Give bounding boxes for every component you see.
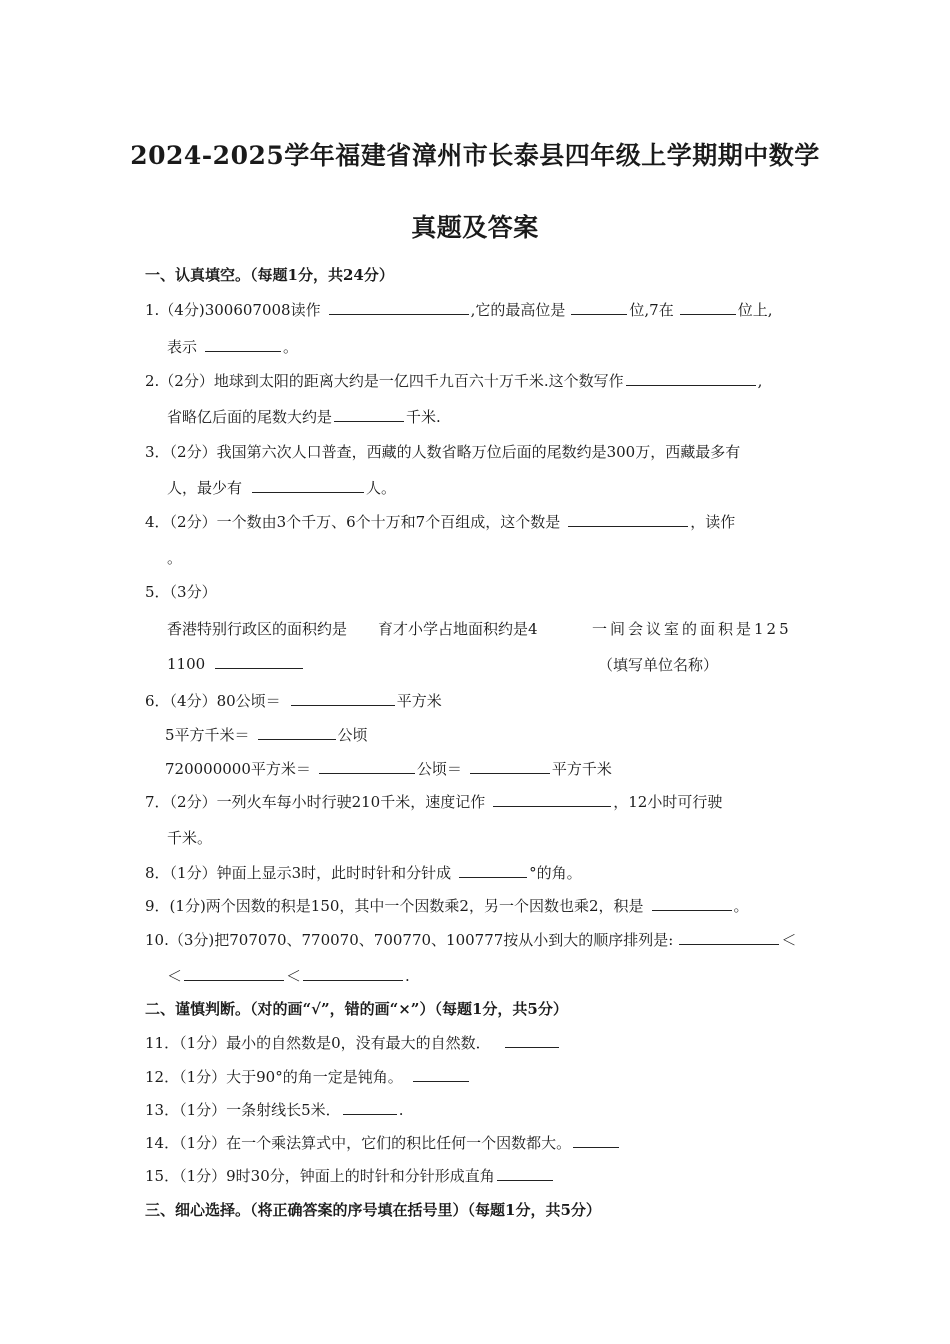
question-2: 2.（2分）地球到太阳的距离大约是一亿四千九百六十万千米.这个数写作 , <box>145 372 763 390</box>
answer-blank[interactable] <box>258 725 336 740</box>
question-6-line-2: 5平方千米＝ 公顷 <box>165 726 368 744</box>
answer-blank[interactable] <box>343 1100 397 1115</box>
question-4-cont: 。 <box>167 549 183 567</box>
answer-blank[interactable] <box>291 691 395 706</box>
question-1: 1.（4分)300607008读作 ,它的最高位是 位,7在 位上, <box>145 301 773 319</box>
answer-blank[interactable] <box>303 966 403 981</box>
answer-blank[interactable] <box>184 966 284 981</box>
question-7: 7．（2分）一列火车每小时行驶210千米，速度记作 ，12小时可行驶 <box>145 793 723 811</box>
question-5-col-2: 育才小学占地面积约是4 <box>378 620 538 638</box>
answer-blank[interactable] <box>652 896 732 911</box>
question-5: 5．（3分） <box>145 583 217 601</box>
answer-blank[interactable] <box>470 759 550 774</box>
question-12: 12．（1分）大于90°的角一定是钝角。 <box>145 1066 471 1087</box>
title-line-2: 真题及答案 <box>411 213 539 242</box>
question-8: 8．（1分）钟面上显示3时，此时时针和分针成 °的角。 <box>145 864 582 882</box>
answer-blank[interactable] <box>215 654 303 669</box>
answer-blank[interactable] <box>497 1166 553 1181</box>
question-14: 14．（1分）在一个乘法算式中，它们的积比任何一个因数都大。 <box>145 1132 621 1153</box>
question-5-note: （填写单位名称） <box>598 656 719 674</box>
question-7-cont: 千米。 <box>167 829 213 847</box>
answer-blank[interactable] <box>571 300 627 315</box>
answer-blank[interactable] <box>626 371 756 386</box>
question-10: 10.（3分)把707070、770070、700770、100777按从小到大的顺序排列是: ＜ <box>145 931 797 949</box>
question-11: 11．（1分）最小的自然数是0，没有最大的自然数． <box>145 1032 561 1053</box>
answer-blank[interactable] <box>334 407 404 422</box>
question-9: 9．(1分)两个因数的积是150，其中一个因数乘2，另一个因数也乘2，积是 。 <box>145 897 749 915</box>
answer-blank[interactable] <box>680 300 736 315</box>
answer-blank[interactable] <box>252 478 364 493</box>
question-3: 3．（2分）我国第六次人口普查，西藏的人数省略万位后面的尾数约是300万，西藏最多有 <box>145 443 741 461</box>
question-4: 4．（2分）一个数由3个千万、6个十万和7个百组成，这个数是 ，读作 <box>145 513 736 531</box>
question-1-cont: 表示 。 <box>167 338 299 356</box>
section-1-heading: 一、认真填空。（每题1分，共24分） <box>145 266 394 284</box>
question-2-cont: 省略亿后面的尾数大约是 千米. <box>167 408 441 426</box>
answer-blank[interactable] <box>459 863 527 878</box>
section-2-heading: 二、谨慎判断。（对的画“√”，错的画“×”）（每题1分，共5分） <box>145 1000 568 1018</box>
title-line-1: 2024-2025学年福建省漳州市长泰县四年级上学期期中数学 <box>130 141 820 170</box>
question-5-col-3: 一间会议室的面积是125 <box>592 620 792 638</box>
answer-blank[interactable] <box>573 1133 619 1148</box>
answer-blank[interactable] <box>505 1033 559 1048</box>
question-15: 15．（1分）9时30分，钟面上的时针和分针形成直角 <box>145 1165 555 1186</box>
section-3-heading: 三、细心选择。（将正确答案的序号填在括号里）（每题1分，共5分） <box>145 1201 601 1219</box>
answer-blank[interactable] <box>329 300 469 315</box>
question-13: 13．（1分）一条射线长5米． . <box>145 1101 404 1119</box>
answer-blank[interactable] <box>413 1067 469 1082</box>
question-6-line-3: 720000000平方米＝ 公顷＝ 平方千米 <box>165 760 612 778</box>
answer-blank[interactable] <box>493 792 611 807</box>
question-10-cont: ＜ ＜ . <box>167 967 410 985</box>
question-5-col-1: 香港特别行政区的面积约是 <box>167 620 348 638</box>
answer-blank[interactable] <box>319 759 415 774</box>
question-3-cont: 人，最少有 人。 <box>167 479 397 497</box>
answer-blank[interactable] <box>205 337 281 352</box>
question-6: 6．（4分）80公顷＝ 平方米 <box>145 692 442 710</box>
question-5-value: 1100 <box>167 654 305 673</box>
answer-blank[interactable] <box>679 930 779 945</box>
answer-blank[interactable] <box>568 512 688 527</box>
